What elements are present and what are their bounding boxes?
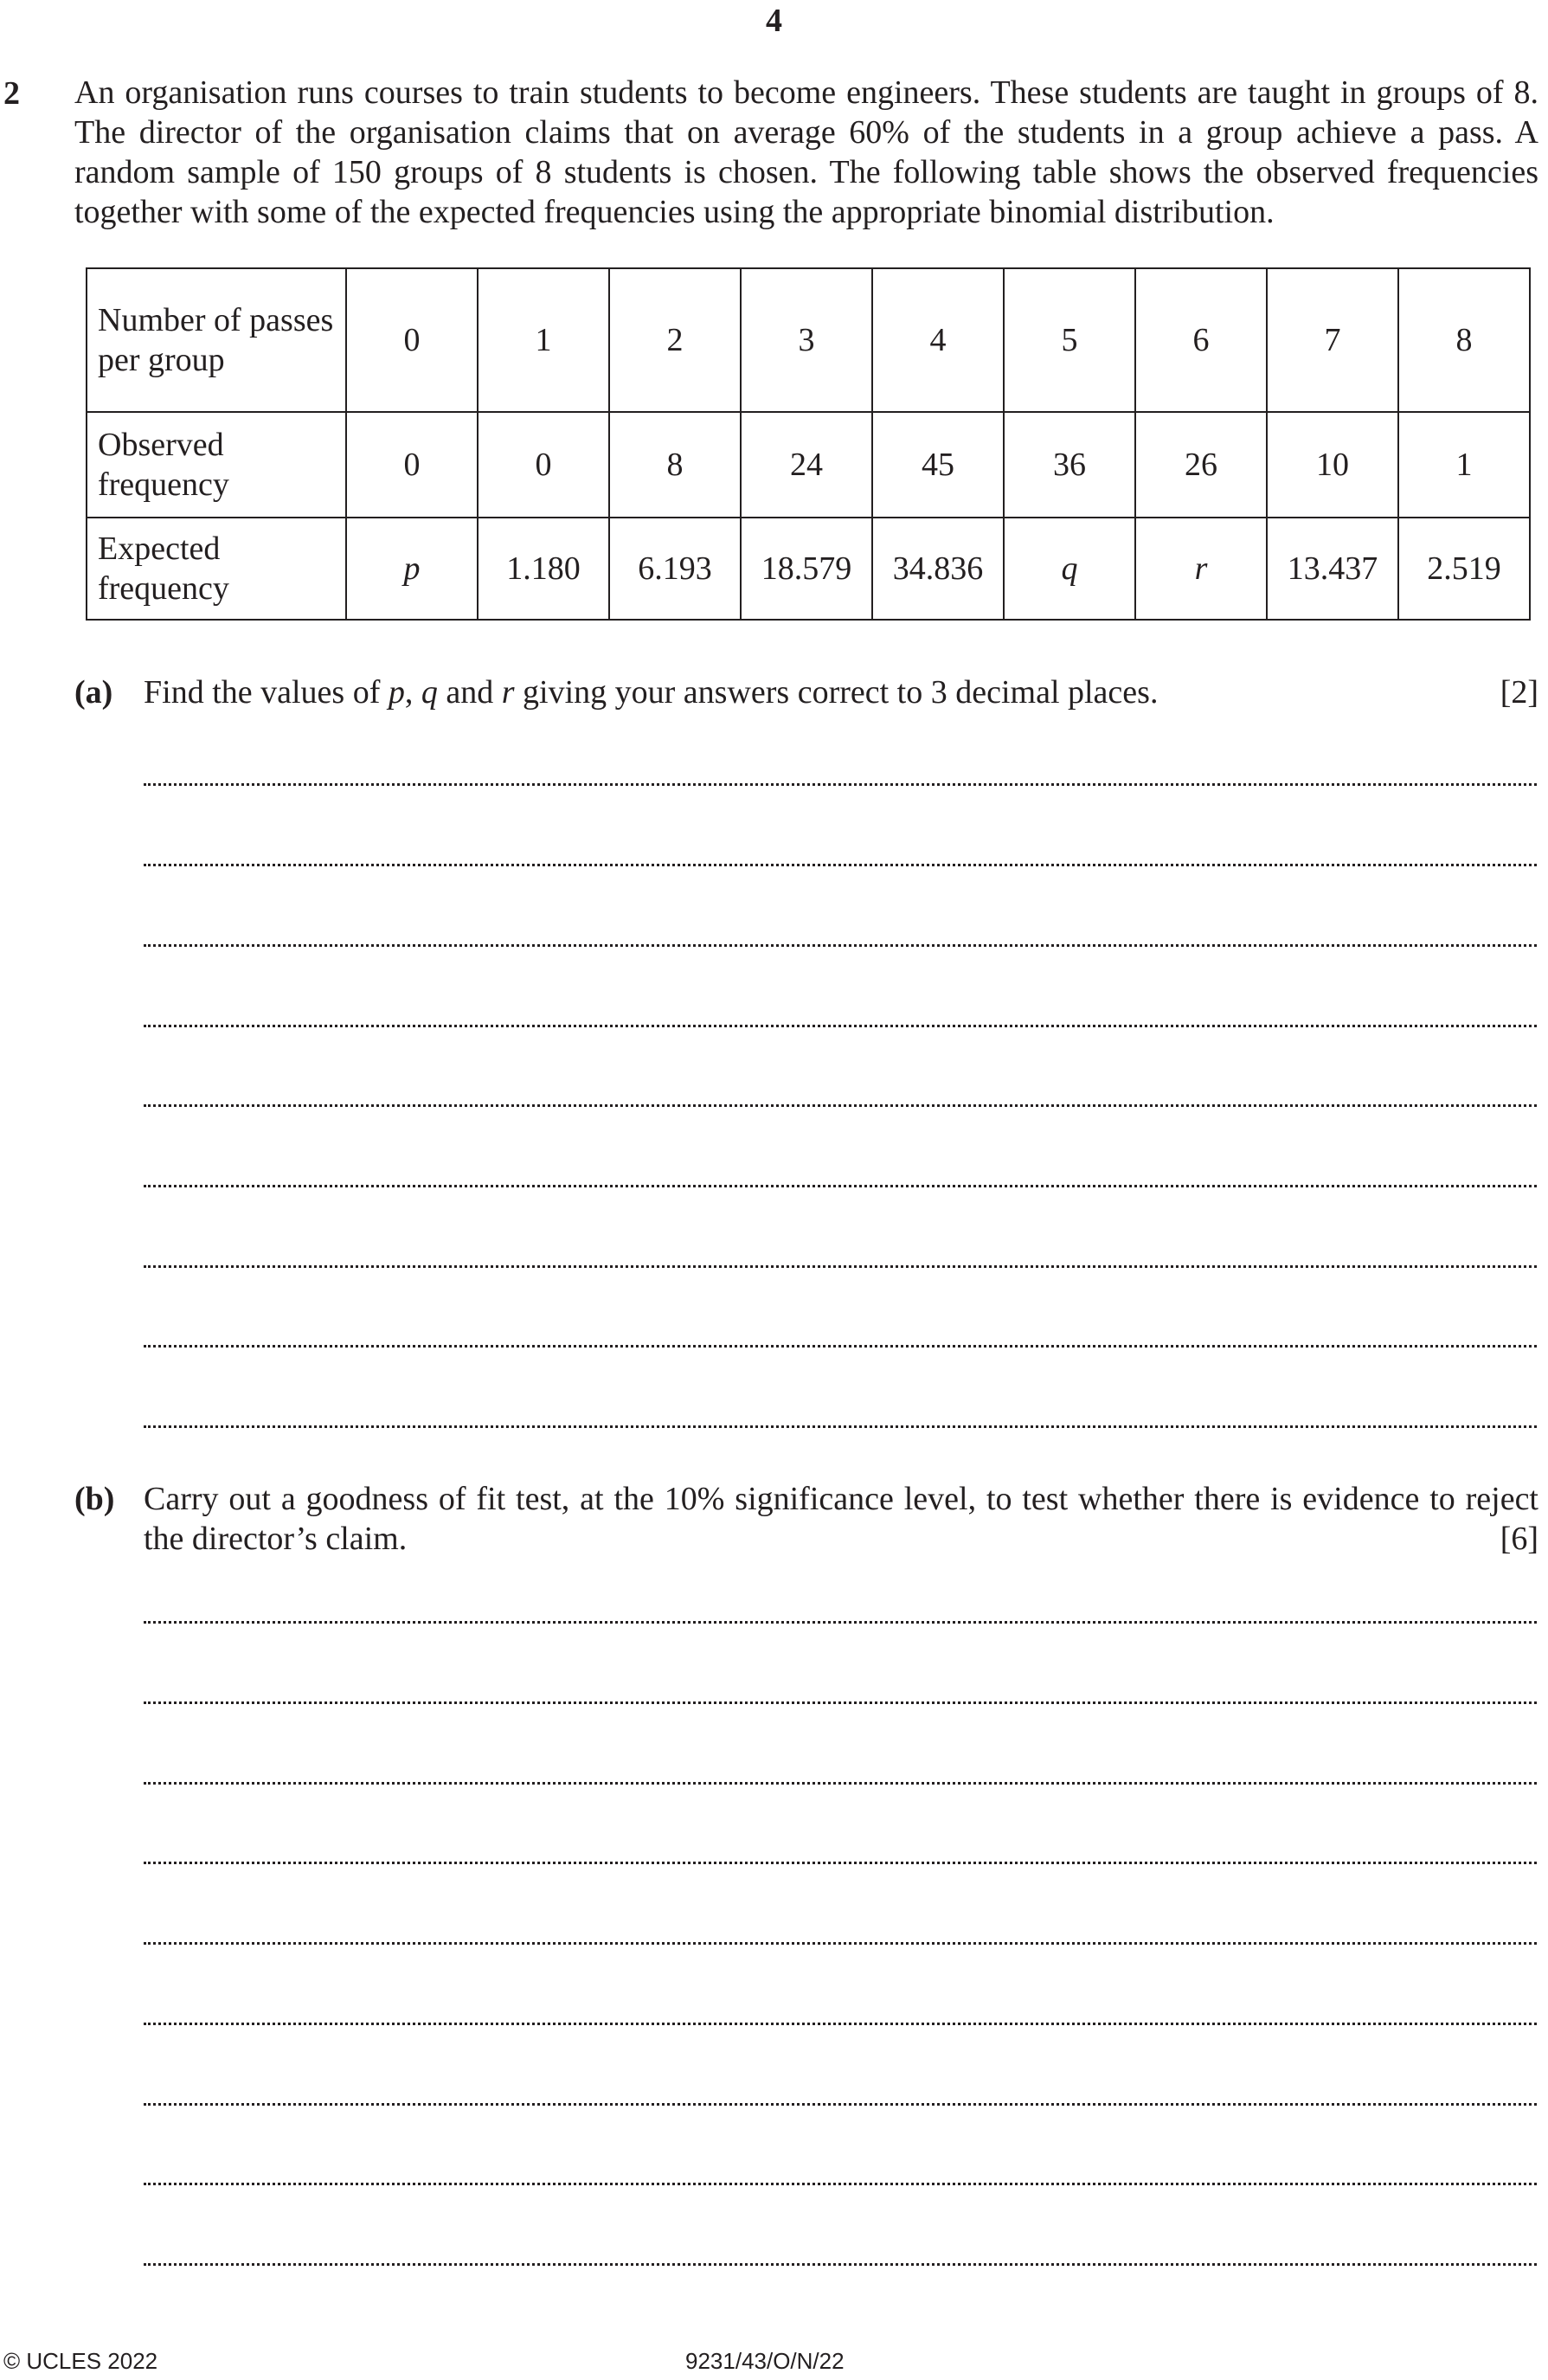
table-cell: 1 [1398,412,1530,518]
variable-q: q [421,674,438,711]
table-row-passes [87,268,1530,412]
table-row-expected [87,518,1530,620]
answer-line-b-6[interactable] [144,2023,1537,2025]
part-a [74,672,1538,712]
part-b [74,1479,1538,1559]
answer-line-b-4[interactable] [144,1862,1537,1864]
part-b-marks: [6] [1500,1521,1538,1557]
answer-line-a-1[interactable] [144,783,1537,786]
table-cell: 6 [1135,268,1267,412]
part-a-and: and [437,674,502,711]
row-header-expected: Expected frequency [87,518,346,620]
table-cell: 2.519 [1398,518,1530,620]
table-cell: 0 [346,268,478,412]
table-cell-unknown-p: p [346,518,478,620]
footer-copyright: © UCLES 2022 [3,2348,158,2374]
table-cell: 26 [1135,412,1267,518]
answer-line-b-5[interactable] [144,1942,1537,1945]
table-cell: 24 [741,412,872,518]
variable-r: r [501,674,515,711]
table-cell: 36 [1004,412,1135,518]
table-cell: 6.193 [609,518,741,620]
table-cell: 2 [609,268,741,412]
answer-line-a-9[interactable] [144,1425,1537,1428]
table-cell: 18.579 [741,518,872,620]
table-cell: 3 [741,268,872,412]
answer-line-a-8[interactable] [144,1345,1537,1348]
row-header-passes: Number of passes per group [87,268,346,412]
part-a-text-end: giving your answers correct to 3 decimal places. [514,674,1159,711]
frequency-table [86,267,1531,621]
table-cell: 8 [1398,268,1530,412]
answer-line-a-2[interactable] [144,864,1537,866]
part-a-label: (a) [74,674,113,711]
question-number: 2 [3,75,20,112]
page-number: 4 [766,3,782,39]
part-a-marks: [2] [1500,674,1538,711]
part-b-text: Carry out a goodness of fit test, at the 10% significance level, to test whether there is evidence to reject the director’s claim. [144,1481,1538,1557]
variable-p: p [388,674,405,711]
table-cell: 0 [478,412,609,518]
table-cell: 13.437 [1267,518,1398,620]
table-cell-unknown-q: q [1004,518,1135,620]
answer-line-b-1[interactable] [144,1621,1537,1624]
answer-line-b-2[interactable] [144,1701,1537,1704]
answer-line-b-3[interactable] [144,1782,1537,1785]
table-cell: 34.836 [872,518,1004,620]
table-cell-unknown-r: r [1135,518,1267,620]
row-header-observed: Observed frequency [87,412,346,518]
answer-line-b-8[interactable] [144,2183,1537,2185]
table-cell: 1.180 [478,518,609,620]
table-row-observed [87,412,1530,518]
answer-line-a-3[interactable] [144,944,1537,947]
table-cell: 45 [872,412,1004,518]
part-a-text [144,672,1538,712]
table-cell: 8 [609,412,741,518]
answer-line-b-9[interactable] [144,2263,1537,2266]
answer-line-b-7[interactable] [144,2103,1537,2106]
table-cell: 5 [1004,268,1135,412]
answer-line-a-7[interactable] [144,1265,1537,1268]
answer-line-a-6[interactable] [144,1185,1537,1187]
part-a-text-start: Find the values of [144,674,389,711]
table-cell: 7 [1267,268,1398,412]
table-cell: 0 [346,412,478,518]
question-stem: An organisation runs courses to train students to become engineers. These students are taught in groups of 8. The director of the organisation claims that on average 60% of the students in a group achieve a pass. A random sample of 150 groups of 8 students is chosen. The following table shows the observed frequencies together with some of the expected frequencies using the appropriate binomial distribution. [74,74,1538,230]
answer-line-a-5[interactable] [144,1104,1537,1107]
table-cell: 10 [1267,412,1398,518]
table-cell: 1 [478,268,609,412]
footer-paper-code: 9231/43/O/N/22 [685,2348,845,2374]
answer-line-a-4[interactable] [144,1025,1537,1027]
table-cell: 4 [872,268,1004,412]
part-a-comma: , [404,674,421,711]
part-b-label: (b) [74,1481,115,1517]
